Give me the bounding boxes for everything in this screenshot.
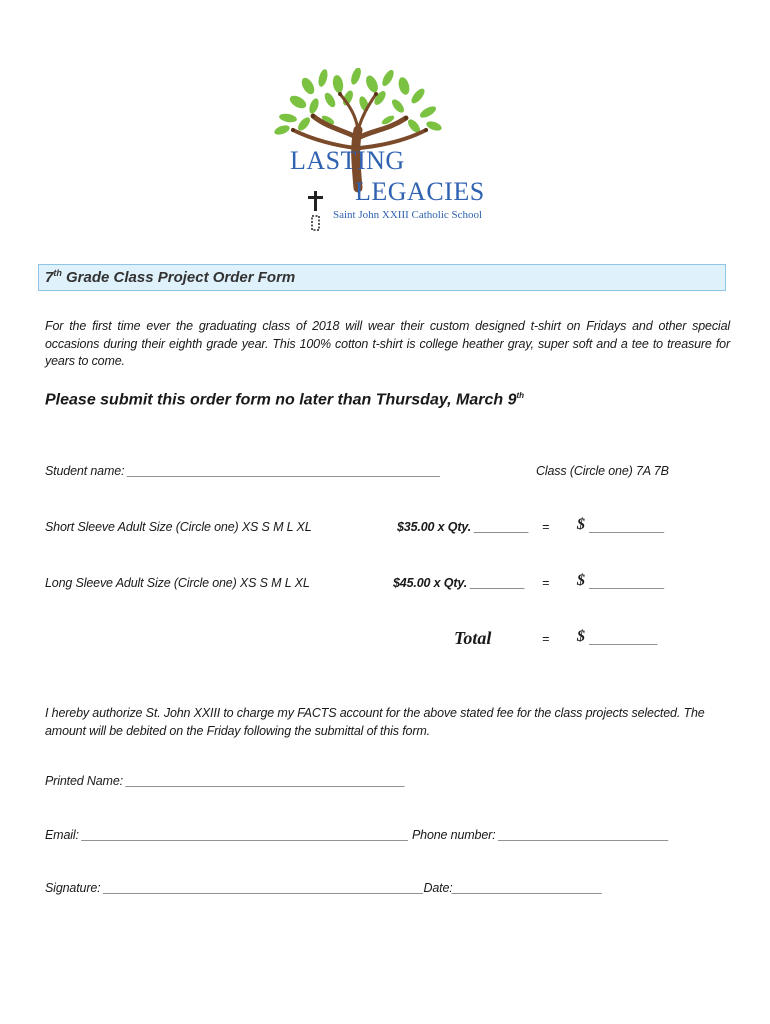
total-dollar: $ — [577, 628, 585, 645]
signature-date-field[interactable]: Signature: _______________________________________________Date:______________________ — [45, 881, 603, 895]
long-sleeve-price-qty[interactable]: $45.00 x Qty. ________ — [393, 576, 525, 590]
authorization-paragraph: I hereby authorize St. John XXIII to charge my FACTS account for the above stated fee for the class projects selected. The amount will be debited on the Friday following the submittal of this form. — [45, 706, 705, 738]
long-sleeve-equals: = — [542, 576, 550, 590]
page-title: 7th Grade Class Project Order Form — [45, 268, 296, 286]
email-phone-field[interactable]: Email: ________________________________________________ Phone number: _________________________ — [45, 828, 669, 842]
deadline-text: Please submit this order form no later than Thursday, March 9th — [45, 391, 525, 409]
class-choice-field[interactable]: Class (Circle one) 7A 7B — [536, 464, 669, 478]
form-title-bar — [38, 264, 726, 291]
logo-school-name: Saint John XXIII Catholic School — [333, 209, 483, 221]
logo-word-legacies: LEGACIES — [355, 177, 485, 206]
long-sleeve-size-label[interactable]: Long Sleeve Adult Size (Circle one) XS S M L XL — [45, 576, 310, 590]
long-sleeve-amount-field[interactable]: ___________ — [590, 576, 665, 590]
short-sleeve-dollar: $ — [577, 516, 585, 533]
logo-word-lasting: LASTING — [290, 146, 405, 175]
short-sleeve-price-qty[interactable]: $35.00 x Qty. ________ — [397, 520, 529, 534]
student-name-field[interactable]: Student name: ______________________________________________ — [45, 464, 441, 478]
intro-paragraph: For the first time ever the graduating class of 2018 will wear their custom designed t-shirt on Fridays and other special occasions during their eighth grade year. This 100% cotton t-shirt is college heather gray, super soft and a tee to treasure for years to come. — [45, 319, 730, 368]
total-equals: = — [542, 632, 550, 646]
short-sleeve-amount-field[interactable]: ___________ — [590, 520, 665, 534]
short-sleeve-equals: = — [542, 520, 550, 534]
total-amount-field[interactable]: __________ — [590, 632, 659, 646]
long-sleeve-dollar: $ — [577, 572, 585, 589]
short-sleeve-size-label[interactable]: Short Sleeve Adult Size (Circle one) XS S M L XL — [45, 520, 312, 534]
total-label: Total — [454, 628, 492, 648]
cross-icon — [308, 191, 323, 230]
printed-name-field[interactable]: Printed Name: _________________________________________ — [45, 774, 406, 788]
